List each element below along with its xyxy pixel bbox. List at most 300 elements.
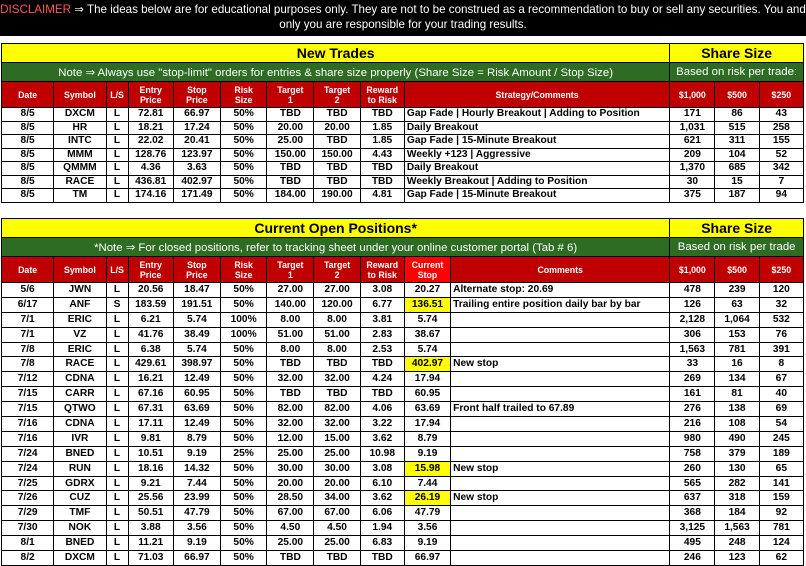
cell-size-500: 239 (715, 283, 759, 298)
col-header-target1 (267, 257, 314, 283)
table-row (2, 446, 804, 461)
table-row (2, 357, 804, 372)
cell-target1: 27.00 (267, 283, 314, 298)
col-header-stop (173, 82, 220, 108)
table-row (2, 283, 804, 298)
cell-entry: 18.16 (128, 461, 173, 476)
cell-comments: New stop (451, 491, 670, 506)
cell-comments (451, 536, 670, 551)
table-row (2, 461, 804, 476)
cell-reward-risk: 6.77 (360, 297, 404, 312)
cell-size-1000: 495 (670, 536, 715, 551)
cell-risk: 25% (221, 446, 267, 461)
col-header-stop (173, 257, 220, 283)
cell-reward-risk: 10.98 (360, 446, 404, 461)
cell-target2: 150.00 (314, 148, 360, 162)
cell-target1: 140.00 (267, 297, 314, 312)
cell-ls: L (106, 536, 128, 551)
cell-current-stop: 5.74 (404, 342, 450, 357)
cell-reward-risk: TBD (360, 387, 404, 402)
cell-symbol: HR (54, 121, 106, 135)
new-trades-table (1, 43, 804, 203)
cell-current-stop: 38.67 (404, 327, 450, 342)
cell-date: 7/25 (2, 476, 54, 491)
cell-date: 5/6 (2, 283, 54, 298)
cell-stop: 171.49 (173, 189, 220, 203)
col-header-rr-1: Reward (366, 84, 399, 95)
cell-comments (451, 476, 670, 491)
cell-size-1000: 637 (670, 491, 715, 506)
cell-reward-risk: 3.81 (360, 312, 404, 327)
cell-comments (451, 312, 670, 327)
cell-target2: 32.00 (314, 417, 360, 432)
cell-ls: L (106, 372, 128, 387)
cell-ls: L (106, 121, 128, 135)
cell-ls: L (106, 446, 128, 461)
cell-size-250: 65 (759, 461, 803, 476)
cell-symbol: ERIC (54, 342, 106, 357)
col-header-reward-risk (360, 82, 404, 108)
cell-ls: S (106, 297, 128, 312)
cell-size-250: 258 (759, 121, 803, 135)
cell-size-1000: 246 (670, 551, 715, 566)
table-row (2, 506, 804, 521)
cell-date: 7/12 (2, 372, 54, 387)
cell-ls: L (106, 357, 128, 372)
cell-reward-risk: 1.94 (360, 521, 404, 536)
table-row (2, 551, 804, 566)
cell-symbol: RUN (54, 461, 106, 476)
cell-reward-risk: 2.83 (360, 327, 404, 342)
cell-symbol: TMF (54, 506, 106, 521)
cell-size-500: 379 (715, 446, 759, 461)
cell-stop: 5.74 (173, 312, 220, 327)
cell-date: 8/5 (2, 148, 54, 162)
col-header-risk (221, 257, 267, 283)
cell-stop: 398.97 (173, 357, 220, 372)
cell-date: 7/8 (2, 357, 54, 372)
cell-current-stop: 7.44 (404, 476, 450, 491)
col-header-500: $500 (715, 82, 759, 108)
cell-size-1000: 478 (670, 283, 715, 298)
cell-target2: 27.00 (314, 283, 360, 298)
cell-size-250: 52 (759, 148, 803, 162)
cell-size-250: 40 (759, 387, 803, 402)
cell-size-1000: 1,370 (670, 162, 715, 176)
cell-size-250: 76 (759, 327, 803, 342)
col-header-risk-1: Risk (234, 259, 253, 270)
cell-target1: 25.00 (267, 135, 314, 149)
col-header-stop-1: Stop (187, 84, 207, 95)
cell-symbol: QTWO (54, 402, 106, 417)
cell-ls: L (106, 283, 128, 298)
cell-risk: 50% (221, 476, 267, 491)
cell-size-500: 184 (715, 506, 759, 521)
cell-risk: 50% (221, 357, 267, 372)
cell-stop: 9.19 (173, 536, 220, 551)
cell-stop: 47.79 (173, 506, 220, 521)
disclaimer-text-2: only you are responsible for your trading results. (279, 18, 527, 31)
cell-target2: TBD (314, 551, 360, 566)
cell-symbol: GDRX (54, 476, 106, 491)
table-row (2, 491, 804, 506)
cell-stop: 66.97 (173, 108, 220, 122)
cell-date: 7/1 (2, 312, 54, 327)
cell-size-500: 248 (715, 536, 759, 551)
cell-size-250: 532 (759, 312, 803, 327)
cell-current-stop: 8.79 (404, 431, 450, 446)
cell-target1: 20.00 (267, 476, 314, 491)
cell-comments: Gap Fade | 15-Minute Breakout (404, 135, 669, 149)
cell-size-1000: 260 (670, 461, 715, 476)
col-header-target2-1: Target (323, 259, 351, 270)
table-row (2, 189, 804, 203)
cell-entry: 436.81 (128, 175, 173, 189)
cell-comments (451, 446, 670, 461)
cell-target1: 30.00 (267, 461, 314, 476)
cell-size-250: 391 (759, 342, 803, 357)
cell-comments (451, 342, 670, 357)
cell-entry: 25.56 (128, 491, 173, 506)
cell-size-500: 685 (715, 162, 759, 176)
cell-reward-risk: 4.43 (360, 148, 404, 162)
arrow-icon: ⇒ (74, 3, 84, 16)
cell-current-stop: 60.95 (404, 387, 450, 402)
cell-date: 8/2 (2, 551, 54, 566)
cell-stop: 7.44 (173, 476, 220, 491)
cell-ls: L (106, 175, 128, 189)
cell-stop: 9.19 (173, 446, 220, 461)
cell-size-500: 81 (715, 387, 759, 402)
table-row (2, 162, 804, 176)
cell-target2: 32.00 (314, 372, 360, 387)
cell-symbol: CUZ (54, 491, 106, 506)
cell-target2: 8.00 (314, 342, 360, 357)
cell-size-1000: 306 (670, 327, 715, 342)
cell-size-250: 124 (759, 536, 803, 551)
cell-ls: L (106, 402, 128, 417)
cell-stop: 20.41 (173, 135, 220, 149)
cell-target1: 25.00 (267, 536, 314, 551)
cell-risk: 50% (221, 551, 267, 566)
cell-size-250: 43 (759, 108, 803, 122)
cell-size-250: 69 (759, 402, 803, 417)
cell-ls: L (106, 135, 128, 149)
cell-reward-risk: TBD (360, 108, 404, 122)
cell-size-1000: 1,031 (670, 121, 715, 135)
col-header-target1-1: Target (277, 84, 304, 95)
col-header-symbol: Symbol (54, 82, 106, 108)
cell-comments: Weekly +123 | Aggressive (404, 148, 669, 162)
cell-size-1000: 161 (670, 387, 715, 402)
col-header-stop-1: Stop (187, 259, 207, 270)
cell-reward-risk: 2.53 (360, 342, 404, 357)
cell-target1: 4.50 (267, 521, 314, 536)
cell-size-500: 515 (715, 121, 759, 135)
cell-target2: 15.00 (314, 431, 360, 446)
col-header-target2-1: Target (323, 84, 351, 95)
cell-risk: 50% (221, 372, 267, 387)
cell-current-stop: 17.94 (404, 417, 450, 432)
cell-current-stop: 26.19 (404, 491, 450, 506)
table-row (2, 175, 804, 189)
cell-entry: 71.03 (128, 551, 173, 566)
col-header-target1-2: 1 (287, 94, 293, 105)
cell-symbol: CARR (54, 387, 106, 402)
cell-entry: 6.21 (128, 312, 173, 327)
cell-ls: L (106, 327, 128, 342)
share-size-title-2: Share Size (670, 219, 804, 238)
cell-comments (451, 387, 670, 402)
cell-size-1000: 375 (670, 189, 715, 203)
col-header-1000: $1,000 (670, 257, 715, 283)
cell-target1: TBD (267, 357, 314, 372)
cell-target2: 82.00 (314, 402, 360, 417)
cell-size-1000: 171 (670, 108, 715, 122)
cell-risk: 50% (221, 417, 267, 432)
cell-date: 7/8 (2, 342, 54, 357)
share-size-note-2: Based on risk per trade (670, 238, 804, 257)
cell-target2: TBD (314, 387, 360, 402)
cell-size-1000: 33 (670, 357, 715, 372)
cell-reward-risk: 4.81 (360, 189, 404, 203)
cell-symbol: INTC (54, 135, 106, 149)
cell-current-stop: 17.94 (404, 372, 450, 387)
cell-ls: L (106, 476, 128, 491)
disclaimer-text-1: The ideas below are for educational purposes only. They are not to be construed as a recommendation to buy or sell any securities. You and (87, 3, 806, 16)
cell-symbol: QMMM (54, 162, 106, 176)
cell-stop: 23.99 (173, 491, 220, 506)
cell-risk: 50% (221, 162, 267, 176)
cell-target1: 32.00 (267, 417, 314, 432)
cell-risk: 50% (221, 297, 267, 312)
cell-size-250: 342 (759, 162, 803, 176)
col-header-1000: $1,000 (670, 82, 715, 108)
cell-symbol: MMM (54, 148, 106, 162)
cell-size-500: 490 (715, 431, 759, 446)
cell-target2: 34.00 (314, 491, 360, 506)
cell-target2: 8.00 (314, 312, 360, 327)
cell-target2: 20.00 (314, 121, 360, 135)
cell-stop: 14.32 (173, 461, 220, 476)
cell-target2: 51.00 (314, 327, 360, 342)
cell-reward-risk: 3.08 (360, 461, 404, 476)
cell-comments: Front half trailed to 67.89 (451, 402, 670, 417)
cell-size-500: 153 (715, 327, 759, 342)
cell-stop: 17.24 (173, 121, 220, 135)
cell-symbol: DXCM (54, 108, 106, 122)
cell-date: 7/16 (2, 417, 54, 432)
table-row (2, 417, 804, 432)
cell-size-1000: 276 (670, 402, 715, 417)
cell-size-250: 781 (759, 521, 803, 536)
cell-ls: L (106, 417, 128, 432)
cell-entry: 16.21 (128, 372, 173, 387)
cell-target1: 20.00 (267, 121, 314, 135)
col-header-date: Date (2, 257, 54, 283)
cell-symbol: VZ (54, 327, 106, 342)
cell-stop: 3.63 (173, 162, 220, 176)
cell-date: 8/1 (2, 536, 54, 551)
cell-symbol: DXCM (54, 551, 106, 566)
cell-ls: L (106, 189, 128, 203)
cell-size-250: 189 (759, 446, 803, 461)
col-header-cs-2: Stop (417, 269, 438, 280)
cell-size-1000: 1,563 (670, 342, 715, 357)
col-header-target2-2: 2 (334, 94, 340, 105)
col-header-reward-risk (360, 257, 404, 283)
cell-comments (451, 327, 670, 342)
col-header-target1 (267, 82, 314, 108)
cell-entry: 6.38 (128, 342, 173, 357)
cell-risk: 50% (221, 461, 267, 476)
cell-stop: 12.49 (173, 417, 220, 432)
share-size-title: Share Size (670, 44, 804, 63)
cell-risk: 100% (221, 327, 267, 342)
cell-size-1000: 269 (670, 372, 715, 387)
cell-entry: 41.76 (128, 327, 173, 342)
table-row (2, 148, 804, 162)
cell-size-500: 108 (715, 417, 759, 432)
cell-size-250: 120 (759, 283, 803, 298)
cell-comments (451, 417, 670, 432)
cell-date: 7/30 (2, 521, 54, 536)
cell-size-1000: 30 (670, 175, 715, 189)
disclaimer-label: DISCLAIMER (0, 3, 72, 16)
cell-risk: 50% (221, 506, 267, 521)
cell-symbol: BNED (54, 536, 106, 551)
cell-entry: 22.02 (128, 135, 173, 149)
cell-reward-risk: 6.06 (360, 506, 404, 521)
new-trades-title: New Trades (2, 44, 670, 63)
disclaimer-line-1 (0, 2, 806, 17)
cell-reward-risk: 4.06 (360, 402, 404, 417)
cell-comments: New stop (451, 461, 670, 476)
col-header-entry-1: Entry (139, 84, 162, 95)
cell-entry: 9.21 (128, 476, 173, 491)
share-size-note: Based on risk per trade: (670, 63, 804, 82)
cell-ls: L (106, 506, 128, 521)
cell-date: 8/5 (2, 121, 54, 135)
cell-stop: 3.56 (173, 521, 220, 536)
cell-comments: Gap Fade | Hourly Breakout | Adding to Position (404, 108, 669, 122)
col-header-target2 (314, 82, 360, 108)
cell-entry: 128.76 (128, 148, 173, 162)
col-header-entry-2: Price (139, 94, 162, 105)
cell-stop: 5.74 (173, 342, 220, 357)
cell-target1: 51.00 (267, 327, 314, 342)
cell-target1: 8.00 (267, 342, 314, 357)
cell-ls: L (106, 387, 128, 402)
cell-reward-risk: 3.22 (360, 417, 404, 432)
cell-risk: 50% (221, 521, 267, 536)
cell-target2: 30.00 (314, 461, 360, 476)
cell-risk: 50% (221, 342, 267, 357)
cell-date: 7/15 (2, 402, 54, 417)
cell-comments (451, 372, 670, 387)
cell-reward-risk: 3.62 (360, 431, 404, 446)
cell-size-250: 141 (759, 476, 803, 491)
cell-comments: Daily Breakout (404, 121, 669, 135)
cell-entry: 72.81 (128, 108, 173, 122)
cell-size-1000: 126 (670, 297, 715, 312)
cell-ls: L (106, 162, 128, 176)
cell-stop: 63.69 (173, 402, 220, 417)
cell-size-500: 282 (715, 476, 759, 491)
table-row (2, 536, 804, 551)
cell-size-250: 92 (759, 506, 803, 521)
cell-symbol: ERIC (54, 312, 106, 327)
cell-size-500: 1,563 (715, 521, 759, 536)
open-positions-table (1, 218, 804, 566)
col-header-symbol: Symbol (54, 257, 106, 283)
cell-stop: 60.95 (173, 387, 220, 402)
cell-target2: TBD (314, 162, 360, 176)
cell-size-500: 86 (715, 108, 759, 122)
cell-entry: 174.16 (128, 189, 173, 203)
cell-size-1000: 2,128 (670, 312, 715, 327)
cell-current-stop: 136.51 (404, 297, 450, 312)
cell-entry: 67.31 (128, 402, 173, 417)
cell-current-stop: 5.74 (404, 312, 450, 327)
cell-reward-risk: TBD (360, 551, 404, 566)
cell-target1: 150.00 (267, 148, 314, 162)
cell-size-1000: 216 (670, 417, 715, 432)
cell-size-1000: 565 (670, 476, 715, 491)
cell-current-stop: 9.19 (404, 446, 450, 461)
cell-target1: 8.00 (267, 312, 314, 327)
cell-date: 7/24 (2, 461, 54, 476)
cell-ls: L (106, 461, 128, 476)
col-header-current-stop (404, 257, 450, 283)
cell-target2: 25.00 (314, 446, 360, 461)
col-header-entry-2: Price (139, 269, 162, 280)
cell-entry: 9.81 (128, 431, 173, 446)
cell-target1: 12.00 (267, 431, 314, 446)
disclaimer-banner (0, 0, 806, 36)
cell-stop: 8.79 (173, 431, 220, 446)
cell-date: 7/1 (2, 327, 54, 342)
table-row (2, 476, 804, 491)
col-header-risk-2: Size (234, 269, 253, 280)
cell-entry: 4.36 (128, 162, 173, 176)
cell-date: 8/5 (2, 189, 54, 203)
cell-size-250: 155 (759, 135, 803, 149)
cell-risk: 50% (221, 121, 267, 135)
table-row (2, 342, 804, 357)
cell-stop: 123.97 (173, 148, 220, 162)
cell-target2: TBD (314, 135, 360, 149)
cell-risk: 50% (221, 283, 267, 298)
table-row (2, 121, 804, 135)
cell-symbol: IVR (54, 431, 106, 446)
cell-current-stop: 66.97 (404, 551, 450, 566)
cell-date: 8/5 (2, 108, 54, 122)
cell-risk: 50% (221, 175, 267, 189)
cell-current-stop: 63.69 (404, 402, 450, 417)
cell-risk: 50% (221, 431, 267, 446)
cell-risk: 50% (221, 148, 267, 162)
cell-size-1000: 3,125 (670, 521, 715, 536)
col-header-entry (128, 257, 173, 283)
cell-risk: 50% (221, 387, 267, 402)
cell-size-250: 8 (759, 357, 803, 372)
col-header-rr-1: Reward (366, 259, 399, 270)
cell-size-500: 781 (715, 342, 759, 357)
cell-comments: Trailing entire position daily bar by bar (451, 297, 670, 312)
cell-size-250: 245 (759, 431, 803, 446)
cell-comments (451, 506, 670, 521)
